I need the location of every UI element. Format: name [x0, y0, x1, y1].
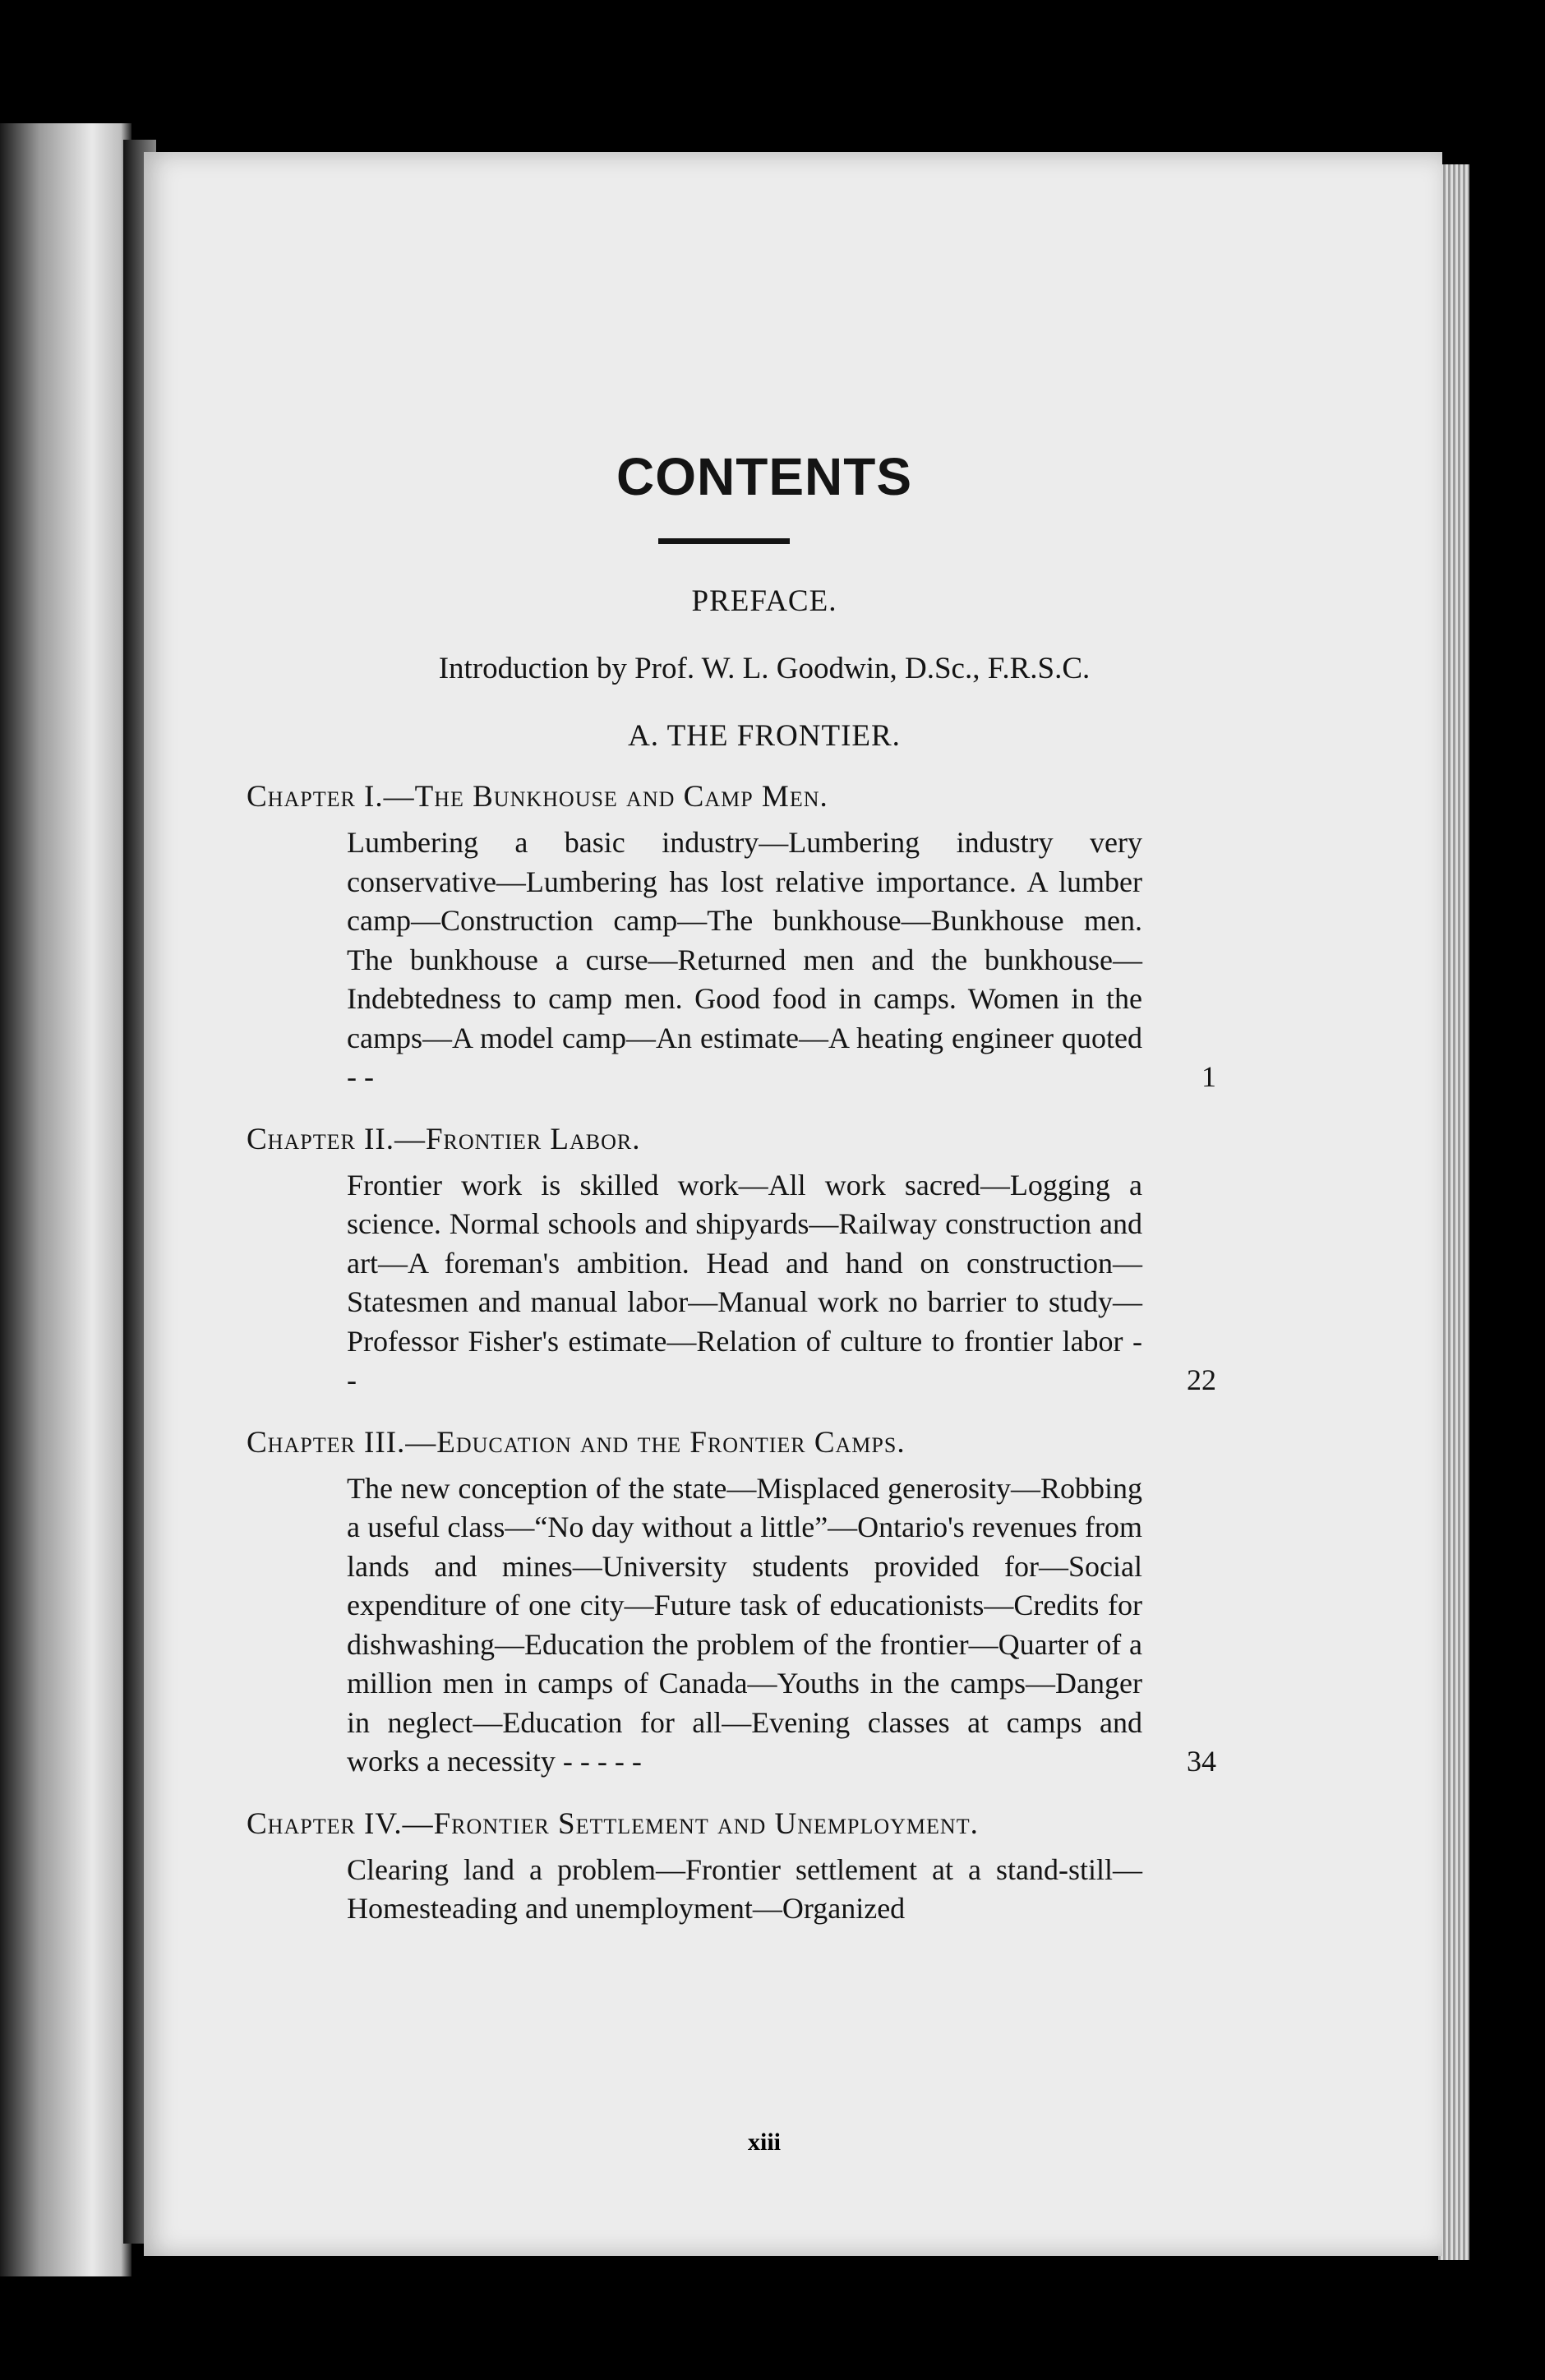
page-folio: xiii — [747, 2129, 781, 2156]
chapter-heading: Chapter IV.—Frontier Settlement and Unemployment. — [247, 1806, 979, 1841]
adjacent-page-edge — [0, 123, 131, 2276]
chapter-description: Lumbering a basic industry—Lumbering industry very conservative—Lumbering has lost relative importance. A lumber camp—Construction camp—The bunkhouse—Bunkhouse men. The bunkhouse a curse—Returned men and the bunkhouse—Indebtedness to camp men. Good food in camps. Women in the camps—A model camp—An estimate—A heating engineer quoted - - — [347, 826, 1142, 1093]
preface-entry: PREFACE. — [691, 584, 837, 618]
chapter-description: Clearing land a problem—Frontier settlement at a stand-still—Homesteading and unemployment—Organized — [347, 1852, 1142, 1925]
chapter-entry-3 — [247, 1425, 1216, 1782]
title-rule — [658, 538, 790, 544]
page-stack-edge — [1438, 164, 1469, 2260]
chapter-entry-2 — [247, 1122, 1216, 1400]
chapter-heading: Chapter I.—The Bunkhouse and Camp Men. — [247, 780, 828, 814]
introduction-entry: Introduction by Prof. W. L. Goodwin, D.Sc., F.R.S.C. — [438, 652, 1091, 685]
chapter-entry-1 — [247, 779, 1216, 1097]
page-title: CONTENTS — [616, 447, 912, 506]
chapter-heading: Chapter III.—Education and the Frontier Camps. — [247, 1425, 906, 1460]
chapter-page-number: 1 — [1201, 1060, 1216, 1093]
chapter-entry-4 — [247, 1806, 1216, 1929]
section-heading: A. THE FRONTIER. — [628, 719, 901, 753]
chapter-heading: Chapter II.—Frontier Labor. — [247, 1122, 641, 1156]
chapter-page-number: 22 — [1187, 1363, 1216, 1396]
chapter-description: The new conception of the state—Misplaced generosity—Robbing a useful class—“No day without a little”—Ontario's revenues from lands and mines—University students provided for—Social expenditure of one city—Future task of educationists—Credits for dishwashing—Education the problem of the frontier—Quarter of a million men in camps of Canada—Youths in the camps—Danger in neglect—Education for all—Evening classes at camps and works a necessity - - - - - — [347, 1471, 1142, 1778]
chapter-description: Frontier work is skilled work—All work sacred—Logging a science. Normal schools and shipyards—Railway construction and art—A foreman's ambition. Head and hand on construction—Statesmen and manual labor—Manual work no barrier to study—Professor Fisher's estimate—Relation of culture to frontier labor - - — [347, 1168, 1142, 1396]
chapter-page-number: 34 — [1187, 1745, 1216, 1778]
contents-block — [247, 440, 1216, 1929]
